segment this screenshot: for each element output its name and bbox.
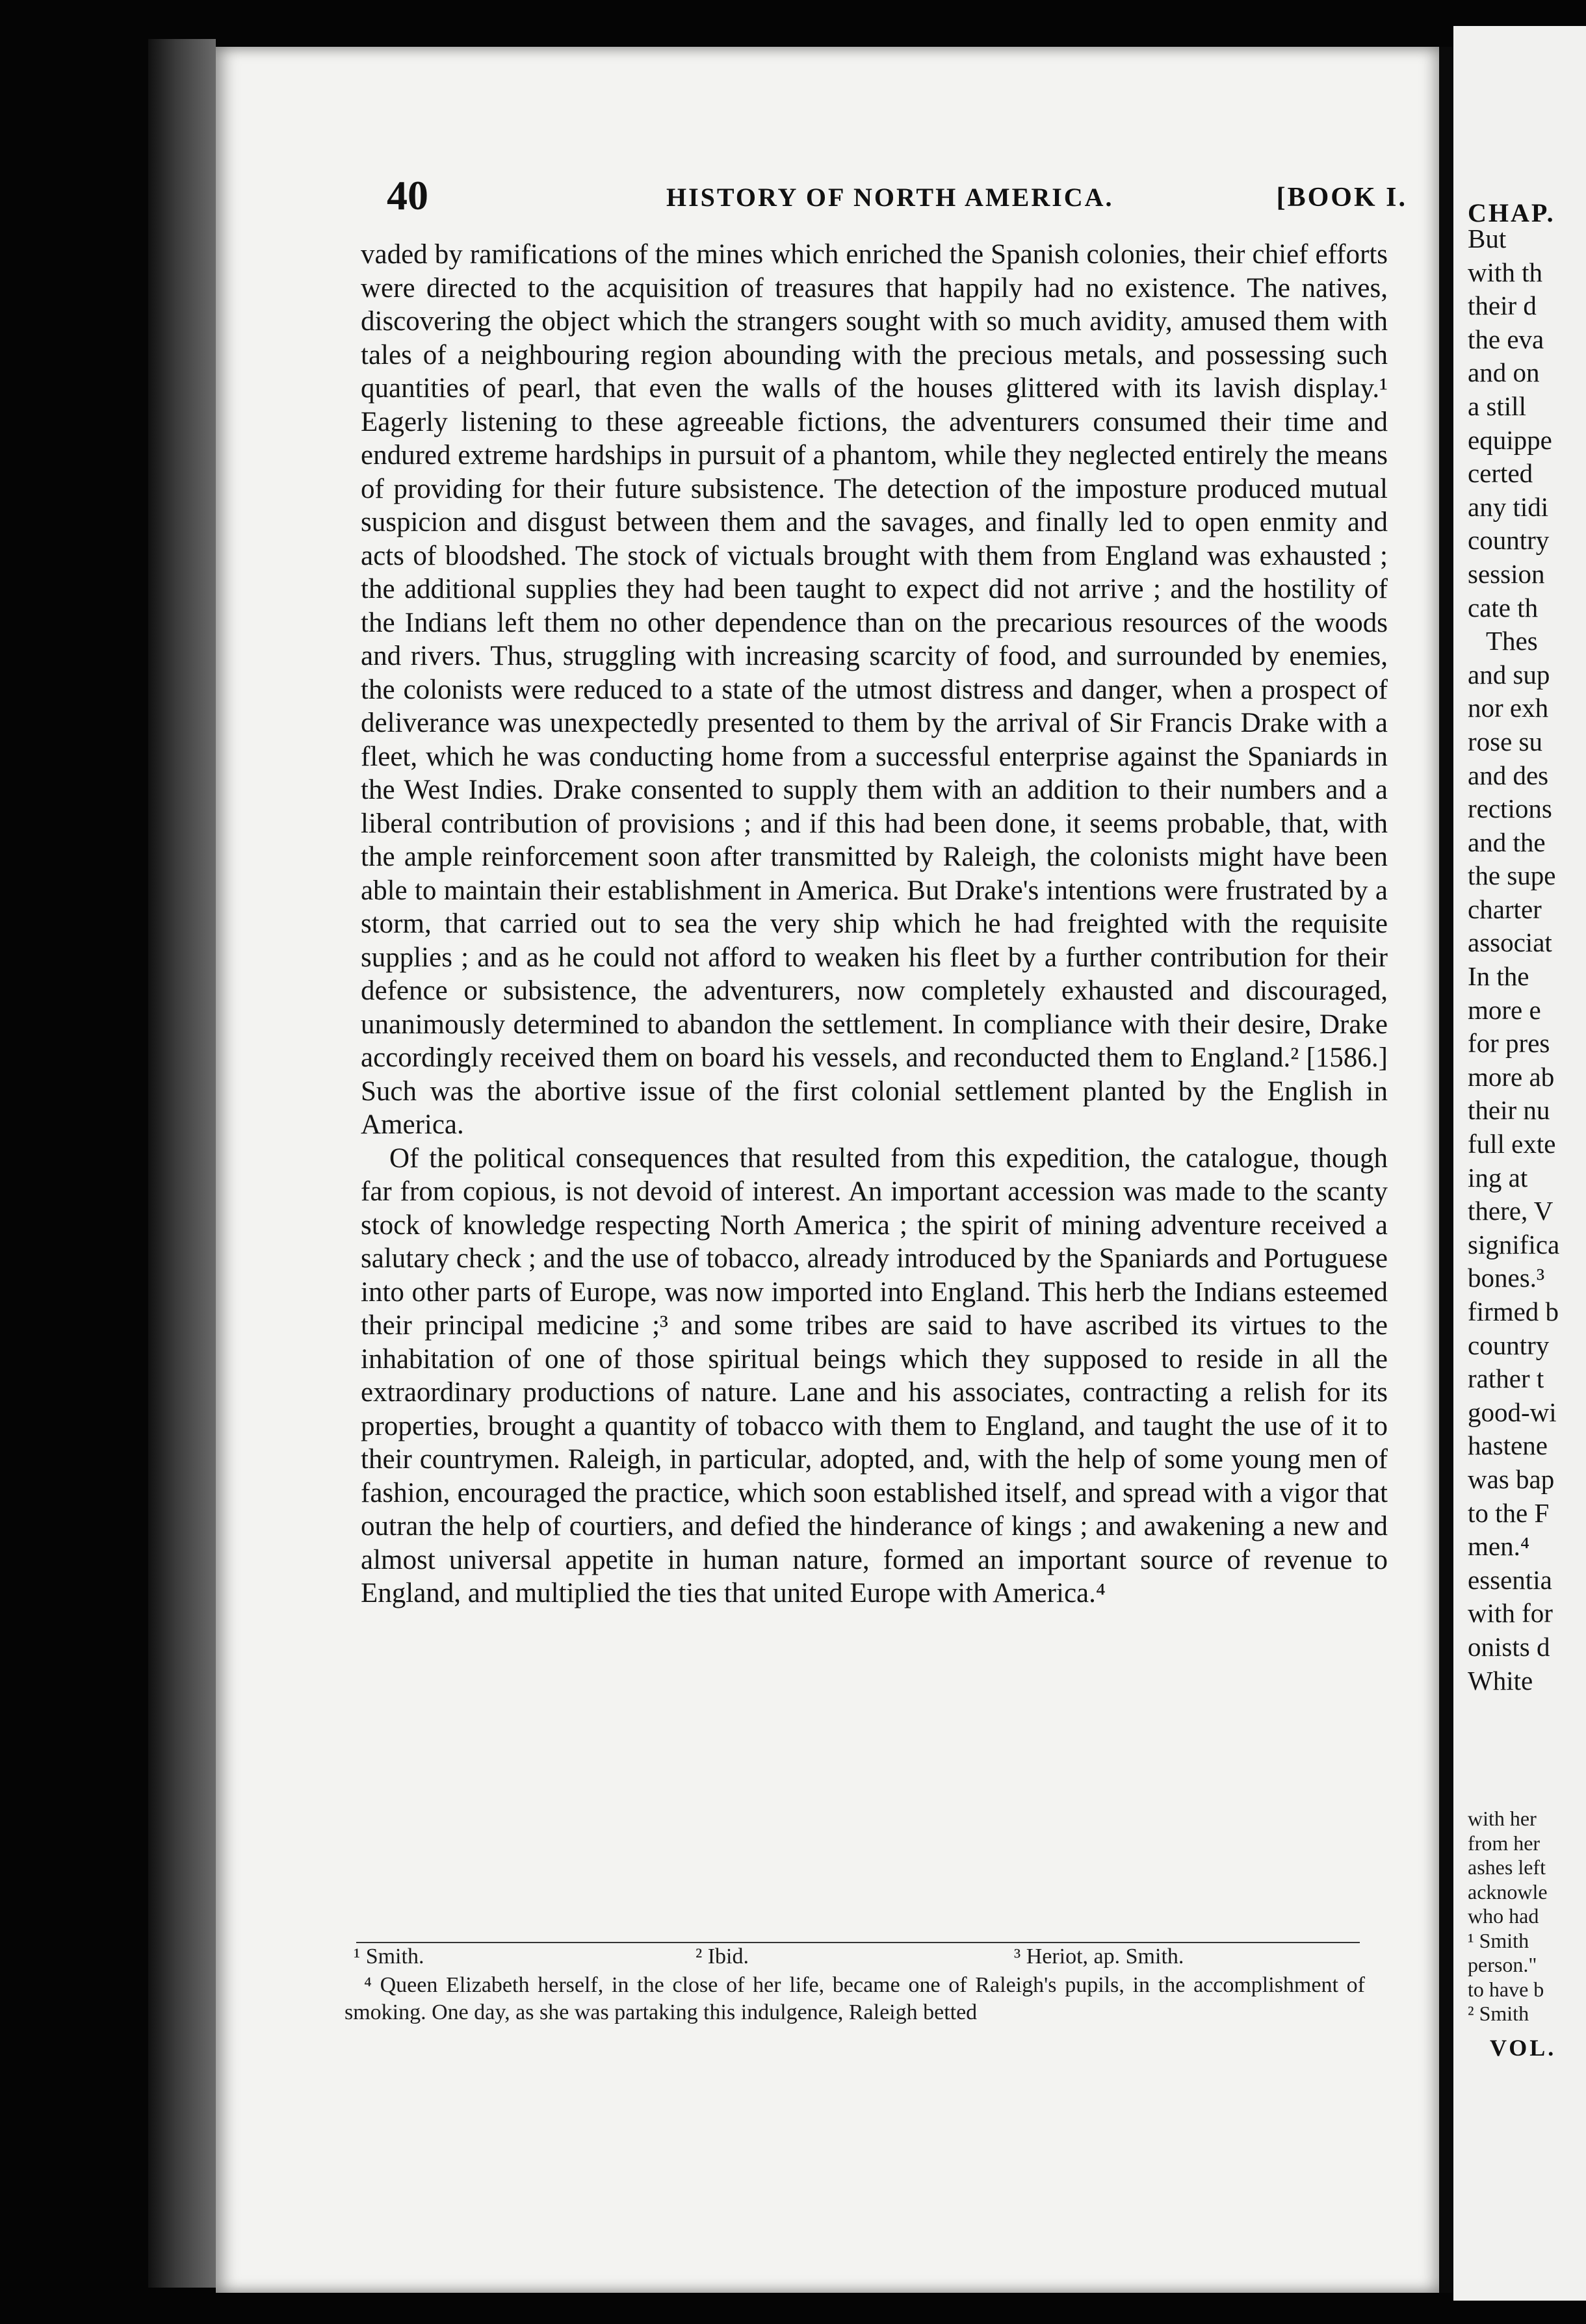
right-footnote-line: person." bbox=[1468, 1953, 1537, 1976]
right-text-line: ing at bbox=[1468, 1162, 1528, 1193]
right-text-line: to the F bbox=[1468, 1497, 1550, 1528]
right-text-line: charter bbox=[1468, 894, 1542, 924]
right-text-line: bones.³ bbox=[1468, 1263, 1545, 1293]
right-text-line: associat bbox=[1468, 927, 1552, 958]
right-text-line: more e bbox=[1468, 994, 1541, 1025]
right-text-line: for pres bbox=[1468, 1028, 1550, 1059]
running-title: HISTORY OF NORTH AMERICA. bbox=[666, 183, 1114, 212]
right-text-line: the supe bbox=[1468, 860, 1556, 891]
right-footnote-line: ² Smith bbox=[1468, 2002, 1529, 2025]
right-text-line: and the bbox=[1468, 827, 1546, 857]
footnote-4: ⁴ Queen Elizabeth herself, in the close of her life, became one of Raleigh's pupils, in the accomplishment of smoking. One day, as she was partaking this indulgence, Raleigh betted bbox=[344, 1973, 1365, 2024]
right-page-vol: VOL. bbox=[1490, 2035, 1557, 2061]
right-page-header: CHAP. bbox=[1468, 198, 1555, 227]
right-text-line: But bbox=[1468, 224, 1507, 253]
right-footnote-line: with her bbox=[1468, 1807, 1537, 1830]
right-text-line: rose su bbox=[1468, 726, 1543, 756]
right-text-line: good-wi bbox=[1468, 1397, 1557, 1427]
right-text-line: the eva bbox=[1468, 324, 1544, 354]
right-footnote-line: to have b bbox=[1468, 1977, 1544, 2001]
right-text-line: cate th bbox=[1468, 592, 1539, 623]
right-text-line: any tidi bbox=[1468, 491, 1549, 522]
right-text-line: equippe bbox=[1468, 424, 1552, 455]
right-text-line: their nu bbox=[1468, 1095, 1550, 1126]
paragraph-2: Of the political consequences that resulted from this expedition, the catalogue, though far from copious, is not devoid of interest. An important accession was made to the scanty stock of knowledge respecting North America ; the spirit of mining adventure received a salutary check ; and the use of tobacco, already introduced by the Spaniards and Portuguese into other parts of Europe, was now imported into England. This herb the Indians esteemed their principal medicine ;³ and some tribes are said to have ascribed its virtues to the inhabitation of one of those spiritual beings which they supposed to reside in all the extraordinary productions of nature. Lane and his associates, contracting a relish for its properties, brought a quantity of tobacco with them to England, and taught the use of it to their countrymen. Raleigh, in particular, adopted, and, with the help of some young men of fashion, encouraged the practice, which soon established itself, and spread with a vigor that outran the help of courtiers, and defied the hinderance of kings ; and awakening a new and almost universal appetite in human nature, formed an important source of revenue to England, and multiplied the ties that united Europe with America.⁴ bbox=[361, 1143, 1388, 1608]
footnote-row bbox=[344, 1943, 1365, 1972]
footnotes bbox=[344, 1943, 1365, 2026]
right-text-line: full exte bbox=[1468, 1129, 1556, 1159]
right-footnote-line: ashes left bbox=[1468, 1855, 1546, 1879]
right-footnote-line: who had bbox=[1468, 1904, 1539, 1928]
right-text-line: more ab bbox=[1468, 1061, 1555, 1092]
right-text-line: White bbox=[1468, 1665, 1533, 1696]
right-page-footnotes bbox=[1468, 1807, 1548, 2026]
right-text-line: with for bbox=[1468, 1598, 1553, 1629]
page-gap bbox=[1439, 47, 1453, 2293]
right-text-line: onists d bbox=[1468, 1631, 1550, 1662]
right-text-line: essentia bbox=[1468, 1564, 1552, 1595]
right-text-line: their d bbox=[1468, 290, 1537, 321]
right-text-line: was bap bbox=[1468, 1464, 1555, 1494]
right-text-line: men.⁴ bbox=[1468, 1531, 1530, 1562]
right-page-text bbox=[1468, 222, 1586, 1698]
right-text-line: and on bbox=[1468, 357, 1540, 388]
right-footnote-line: from her bbox=[1468, 1831, 1540, 1855]
binding-gutter bbox=[148, 39, 216, 2288]
body-text bbox=[361, 238, 1388, 1610]
right-text-line: certed bbox=[1468, 458, 1533, 489]
right-text-line: rather t bbox=[1468, 1363, 1544, 1394]
page-number: 40 bbox=[387, 172, 428, 218]
right-footnote-line: ¹ Smith bbox=[1468, 1928, 1529, 1952]
right-text-line: In the bbox=[1468, 961, 1529, 992]
footnote-1: ¹ Smith. bbox=[354, 1944, 424, 1969]
right-text-line: firmed b bbox=[1468, 1297, 1559, 1326]
right-text-line: with th bbox=[1468, 257, 1543, 287]
right-text-line: there, V bbox=[1468, 1196, 1554, 1226]
book-label: [BOOK I. bbox=[1276, 183, 1407, 213]
right-text-line: session bbox=[1468, 558, 1545, 589]
footnote-2: ² Ibid. bbox=[696, 1944, 749, 1969]
right-text-line: hastene bbox=[1468, 1430, 1548, 1461]
right-text-line: Thes bbox=[1486, 626, 1538, 656]
right-text-line: significa bbox=[1468, 1229, 1560, 1259]
right-text-line: nor exh bbox=[1468, 693, 1549, 723]
right-text-line: country bbox=[1468, 1330, 1550, 1360]
paragraph-1: vaded by ramifications of the mines which enriched the Spanish colonies, their chief efforts were directed to the acquisition of treasures that happily had no existence. The natives, discovering the object which the strangers sought with so much avidity, amused them with tales of a neighbouring region abounding with the precious metals, and possessing such quantities of pearl, that even the walls of the houses glittered with its lavish display.¹ Eagerly listening to these agreeable fictions, the adventurers consumed their time and endured extreme hardships in pursuit of a phantom, while they neglected entirely the means of providing for their future subsistence. The detection of the imposture produced mutual suspicion and disgust between them and the savages, and finally led to open enmity and acts of bloodshed. The stock of victuals brought with them from England was exhausted ; the additional supplies they had been taught to expect did not arrive ; and the hostility of the Indians left them no other dependence than on the precarious resources of the woods and rivers. Thus, struggling with increasing scarcity of food, and surrounded by enemies, the colonists were reduced to a state of the utmost distress and danger, when a prospect of deliverance was unexpectedly presented to them by the arrival of Sir Francis Drake with a fleet, which he was conducting home from a successful enterprise against the Spaniards in the West Indies. Drake consented to supply them with an addition to their numbers and a liberal contribution of provisions ; and if this had been done, it seems probable, that, with the ample reinforcement soon after transmitted by Raleigh, the colonists might have been able to maintain their establishment in America. But Drake's intentions were frustrated by a storm, that carried out to sea the very ship which he had freighted with the requisite supplies ; and as he could not afford to weaken his fleet by a further contribution for their defence or subsistence, the adventurers, now completely exhausted and discouraged, unanimously determined to abandon the settlement. In compliance with their desire, Drake accordingly received them on board his vessels, and reconducted them to England.² [1586.] Such was the abortive issue of the first colonial settlement planted by the English in America. bbox=[361, 239, 1388, 1140]
right-text-line: and sup bbox=[1468, 659, 1550, 690]
right-text-line: country bbox=[1468, 525, 1550, 556]
right-text-line: rections bbox=[1468, 794, 1552, 824]
right-text-line: and des bbox=[1468, 760, 1549, 790]
right-page bbox=[1453, 26, 1586, 2301]
footnote-3: ³ Heriot, ap. Smith. bbox=[1014, 1944, 1184, 1969]
right-text-line: a still bbox=[1468, 391, 1526, 421]
right-footnote-line: acknowle bbox=[1468, 1879, 1548, 1904]
page-header bbox=[387, 172, 1407, 224]
